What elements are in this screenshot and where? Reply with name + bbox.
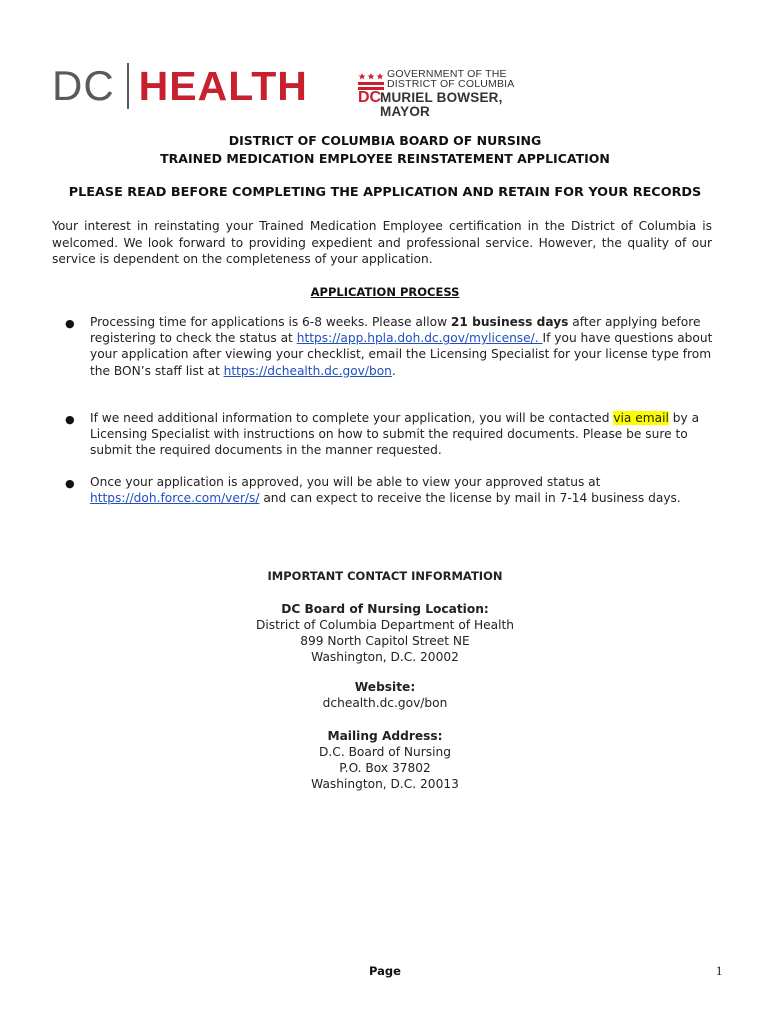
page-label: Page <box>369 964 401 978</box>
gov-logo-mayor: MURIEL BOWSER, MAYOR <box>380 90 503 119</box>
mailing-line: P.O. Box 37802 <box>339 761 431 775</box>
intro-paragraph: Your interest in reinstating your Trained Medication Employee certification in the District of Columbia is welcomed. We look forward to providing expedient and professional service. However, the quality of our service is dependent on the completeness of your application. <box>52 219 712 266</box>
website-block <box>0 679 770 711</box>
location-line: 899 North Capitol Street NE <box>300 634 470 648</box>
website-label: Website: <box>354 680 416 694</box>
application-title: TRAINED MEDICATION EMPLOYEE REINSTATEMENT APPLICATION <box>160 151 610 166</box>
via-email-highlight: via email <box>613 411 669 425</box>
board-title: DISTRICT OF COLUMBIA BOARD OF NURSING <box>228 133 542 148</box>
dc-logo-text: DC <box>52 62 115 109</box>
health-logo-text: HEALTH <box>138 62 308 109</box>
mailing-line: D.C. Board of Nursing <box>319 745 451 759</box>
location-line: Washington, D.C. 20002 <box>311 650 459 664</box>
gov-logo-line2: DISTRICT OF COLUMBIA <box>387 78 515 90</box>
bullet-icon: ● <box>65 317 75 330</box>
mailing-line: Washington, D.C. 20013 <box>311 777 459 791</box>
gov-logo-line1: GOVERNMENT OF THE <box>387 68 507 80</box>
process-item-processing-time: Processing time for applications is 6-8 weeks. Please allow 21 business days after applying before registering to check the status at https://app.hpla.doh.dc.gov/mylicense/. If you have questions about your application after viewing your checklist, email the Licensing Specialist for your license type from the BON’s staff list at https://dchealth.dc.gov/bon. <box>90 315 713 378</box>
mylicense-link[interactable]: https://app.hpla.doh.dc.gov/mylicense/. <box>296 331 543 346</box>
page-number: 1 <box>716 964 723 978</box>
contact-heading: IMPORTANT CONTACT INFORMATION <box>267 569 503 583</box>
process-item-approval: Once your application is approved, you will be able to view your approved status at https://doh.force.com/ver/s/ and can expect to receive the license by mail in 7-14 business days. <box>90 475 681 506</box>
website-value: dchealth.dc.gov/bon <box>322 696 448 710</box>
application-process-heading: APPLICATION PROCESS <box>310 285 460 299</box>
bullet-icon: ● <box>65 413 75 426</box>
dc-health-logo <box>52 62 308 110</box>
business-days-emphasis: 21 business days <box>450 315 569 329</box>
verification-link[interactable]: https://doh.force.com/ver/s/ <box>90 491 260 506</box>
mailing-label: Mailing Address: <box>327 729 443 743</box>
dc-government-logo <box>358 68 543 119</box>
gov-logo-dc: DC <box>358 89 382 106</box>
board-location-block <box>0 601 770 665</box>
bullet-icon: ● <box>65 477 75 490</box>
bon-staff-link[interactable]: https://dchealth.dc.gov/bon <box>223 363 392 378</box>
mailing-address-block <box>0 728 770 792</box>
location-label: DC Board of Nursing Location: <box>281 602 489 616</box>
location-line: District of Columbia Department of Health <box>256 618 514 632</box>
read-before-notice: PLEASE READ BEFORE COMPLETING THE APPLICATION AND RETAIN FOR YOUR RECORDS <box>68 185 702 200</box>
logo-divider <box>127 63 129 109</box>
process-item-additional-info: If we need additional information to complete your application, you will be contacted via email by a Licensing Specialist with instructions on how to submit the required documents. Please be sure to submit the required documents in the manner requested. <box>90 411 700 458</box>
